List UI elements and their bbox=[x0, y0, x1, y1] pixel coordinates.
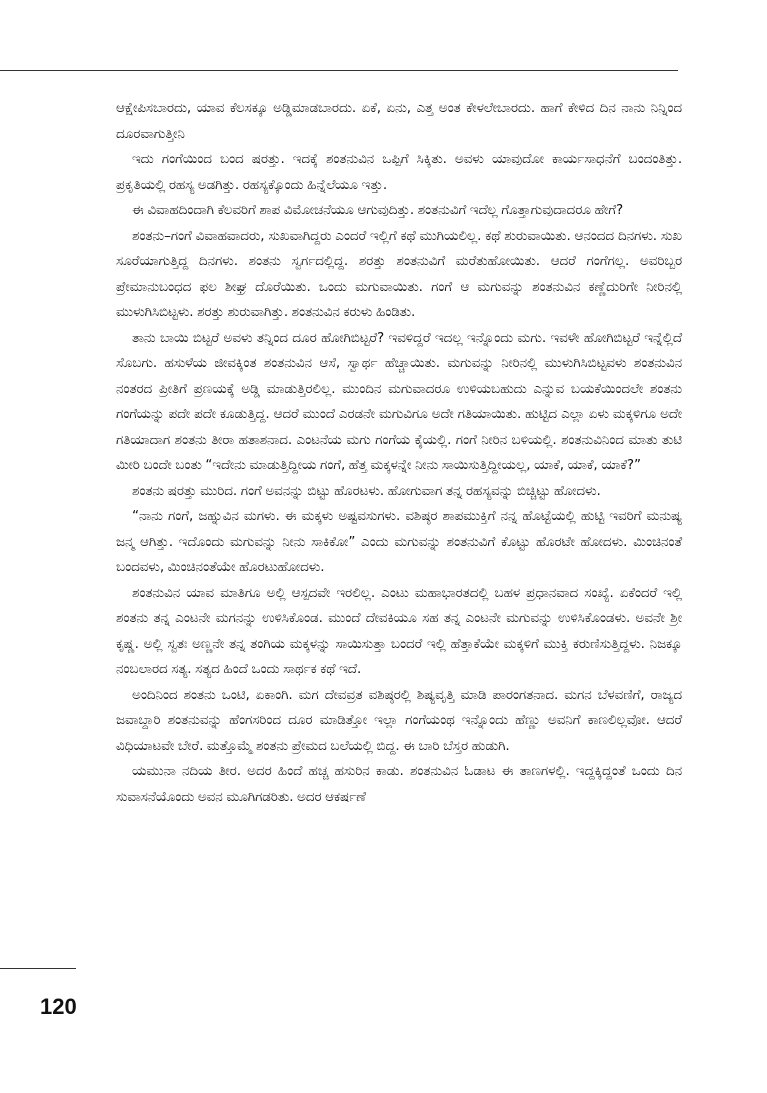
paragraph-1: ಆಕ್ಷೇಪಿಸಬಾರದು, ಯಾವ ಕೆಲಸಕ್ಕೂ ಅಡ್ಡಿಮಾಡಬಾರದು. ಏಕೆ, ಏನು, ಎತ್ತ ಅಂತ ಕೇಳಲೇಬಾರದು. ಹಾಗೆ ಕೇಳಿದ ದಿನ ನಾನು ನಿನ್ನಿಂದ ದೂರವಾಗುತ್ತೀನಿ bbox=[116, 100, 682, 142]
paragraph-5: ತಾನು ಬಾಯಿ ಬಿಟ್ಟರೆ ಅವಳು ತನ್ನಿಂದ ದೂರ ಹೋಗಿಬಿಟ್ಟರೆ? ಇವಳಿದ್ದರೆ ಇದಲ್ಲ ಇನ್ನೊಂದು ಮಗು. ಇವಳೇ ಹೋಗಿಬಿಟ್ಟರೆ ಇನ್ನೆಲ್ಲಿದೆ ಸೊಬಗು. ಹಸುಳೆಯ ಜೀವಕ್ಕಿಂತ ಶಂತನುವಿನ ಆಸೆ, ಸ್ವಾರ್ಥ ಹೆಚ್ಚಾಯಿತು. ಮಗುವನ್ನು ನೀರಿನಲ್ಲಿ ಮುಳುಗಿಸಿಬಿಟ್ಟವಳು ಶಂತನುವಿನ ನಂತರದ ಪ್ರೀತಿಗೆ ಪ್ರಣಯಕ್ಕೆ ಅಡ್ಡಿ ಮಾಡುತ್ತಿರಲಿಲ್ಲ. ಮುಂದಿನ ಮಗುವಾದರೂ ಉಳಿಯಬಹುದು ಎನ್ನುವ ಬಯಕೆಯಿಂದಲೇ ಶಂತನು ಗಂಗೆಯನ್ನು ಪದೇ ಪದೇ ಕೂಡುತ್ತಿದ್ದ. ಆದರೆ ಮುಂದೆ ಎರಡನೇ ಮಗುವಿಗೂ ಅದೇ ಗತಿಯಾಯಿತು. ಹುಟ್ಟಿದ ಎಲ್ಲಾ ಏಳು ಮಕ್ಕಳಿಗೂ ಅದೇ ಗತಿಯಾದಾಗ ಶಂತನು ತೀರಾ ಹತಾಶನಾದ. ಎಂಟನೆಯ ಮಗು ಗಂಗೆಯ ಕೈಯಲ್ಲಿ. ಗಂಗೆ ನೀರಿನ ಬಳಿಯಲ್ಲಿ. ಶಂತನುವಿನಿಂದ ಮಾತು ತುಟಿ ಮೀರಿ ಬಂದೇ ಬಂತು “ಇದೇನು ಮಾಡುತ್ತಿದ್ದೀಯ ಗಂಗೆ, ಹೆತ್ತ ಮಕ್ಕಳನ್ನೇ ನೀನು ಸಾಯಿಸುತ್ತಿದ್ದೀಯಲ್ಲ, ಯಾಕೆ, ಯಾಕೆ, ಯಾಕೆ?” bbox=[116, 329, 682, 473]
paragraph-9: ಅಂದಿನಿಂದ ಶಂತನು ಒಂಟಿ, ಏಕಾಂಗಿ. ಮಗ ದೇವವ್ರತ ವಶಿಷ್ಠರಲ್ಲಿ ಶಿಷ್ಯವೃತ್ತಿ ಮಾಡಿ ಪಾರಂಗತನಾದ. ಮಗನ ಬೆಳವಣಿಗೆ, ರಾಜ್ಯದ ಜವಾಬ್ದಾರಿ ಶಂತನುವನ್ನು ಹೆಂಗಸರಿಂದ ದೂರ ಮಾಡಿತ್ತೋ ಇಲ್ಲಾ ಗಂಗೆಯಂಥ ಇನ್ನೊಂದು ಹೆಣ್ಣು ಅವನಿಗೆ ಕಾಣಲಿಲ್ಲವೋ. ಆದರೆ ವಿಧಿಯಾಟವೇ ಬೇರೆ. ಮತ್ತೊಮ್ಮೆ ಶಂತನು ಪ್ರೇಮದ ಬಲೆಯಲ್ಲಿ ಬಿದ್ದ. ಈ ಬಾರಿ ಬೆಸ್ತರ ಹುಡುಗಿ. bbox=[116, 686, 682, 754]
body-text bbox=[116, 96, 682, 810]
paragraph-7: “ನಾನು ಗಂಗೆ, ಜಹ್ನುವಿನ ಮಗಳು. ಈ ಮಕ್ಕಳು ಅಷ್ಟವಸುಗಳು. ವಶಿಷ್ಠರ ಶಾಪಮುಕ್ತಿಗೆ ನನ್ನ ಹೊಟ್ಟೆಯಲ್ಲಿ ಹುಟ್ಟಿ ಇವರಿಗೆ ಮನುಷ್ಯ ಜನ್ಮ ಆಗಿತ್ತು. ಇದೊಂದು ಮಗುವನ್ನು ನೀನು ಸಾಕಿಕೋ” ಎಂದು ಮಗುವನ್ನು ಶಂತನುವಿಗೆ ಕೊಟ್ಟು ಹೊರಟೇ ಹೋದಳು. ಮಿಂಚಿನಂತೆ ಬಂದವಳು, ಮಿಂಚಿನಂತೆಯೇ ಹೊರಟುಹೋದಳು. bbox=[116, 508, 682, 575]
paragraph-4: ಶಂತನು–ಗಂಗೆ ವಿವಾಹವಾದರು, ಸುಖವಾಗಿದ್ದರು ಎಂದರೆ ಇಲ್ಲಿಗೆ ಕಥೆ ಮುಗಿಯಲಿಲ್ಲ. ಕಥೆ ಶುರುವಾಯಿತು. ಆನಂದದ ದಿನಗಳು. ಸುಖ ಸೂರೆಯಾಗುತ್ತಿದ್ದ ದಿನಗಳು. ಶಂತನು ಸ್ವರ್ಗದಲ್ಲಿದ್ದ. ಶರತ್ತು ಶಂತನುವಿಗೆ ಮರೆತುಹೋಯಿತು. ಆದರೆ ಗಂಗೆಗಲ್ಲ. ಅವರಿಬ್ಬರ ಪ್ರೇಮಾನುಬಂಧದ ಫಲ ಶೀಘ್ರ ದೊರೆಯಿತು. ಒಂದು ಮಗುವಾಯಿತು. ಗಂಗೆ ಆ ಮಗುವನ್ನು ಶಂತನುವಿನ ಕಣ್ಣೆದುರಿಗೇ ನೀರಿನಲ್ಲಿ ಮುಳುಗಿಸಿಬಿಟ್ಟಳು. ಶರತ್ತು ಶುರುವಾಗಿತ್ತು. ಶಂತನುವಿನ ಕರುಳು ಹಿಂಡಿತು. bbox=[116, 227, 682, 320]
page-number: 120 bbox=[40, 994, 77, 1019]
paragraph-8: ಶಂತನುವಿನ ಯಾವ ಮಾತಿಗೂ ಅಲ್ಲಿ ಆಸ್ಪದವೇ ಇರಲಿಲ್ಲ. ಎಂಟು ಮಹಾಭಾರತದಲ್ಲಿ ಬಹಳ ಪ್ರಧಾನವಾದ ಸಂಖ್ಯೆ. ಏಕೆಂದರೆ ಇಲ್ಲಿ ಶಂತನು ತನ್ನ ಎಂಟನೇ ಮಗನನ್ನು ಉಳಿಸಿಕೊಂಡ. ಮುಂದೆ ದೇವಕಿಯೂ ಸಹ ತನ್ನ ಎಂಟನೇ ಮಗುವನ್ನು ಉಳಿಸಿಕೊಂಡಳು. ಅವನೇ ಶ್ರೀ ಕೃಷ್ಣ. ಅಲ್ಲಿ ಸ್ವತಃ ಅಣ್ಣನೇ ತನ್ನ ತಂಗಿಯ ಮಕ್ಕಳನ್ನು ಸಾಯಿಸುತ್ತಾ ಬಂದರೆ ಇಲ್ಲಿ ಹೆತ್ತಾಕೆಯೇ ಮಕ್ಕಳಿಗೆ ಮುಕ್ತಿ ಕರುಣಿಸುತ್ತಿದ್ದಳು. ನಿಜಕ್ಕೂ ನಂಬಲಾರದ ಸತ್ಯ. ಸತ್ಯದ ಹಿಂದೆ ಒಂದು ಸಾರ್ಥಕ ಕಥೆ ಇದೆ. bbox=[116, 584, 682, 677]
paragraph-10: ಯಮುನಾ ನದಿಯ ತೀರ. ಅದರ ಹಿಂದೆ ಹಚ್ಚ ಹಸುರಿನ ಕಾಡು. ಶಂತನುವಿನ ಓಡಾಟ ಈ ತಾಣಗಳಲ್ಲಿ. ಇದ್ದಕ್ಕಿದ್ದಂತೆ ಒಂದು ದಿನ ಸುವಾಸನೆಯೊಂದು ಅವನ ಮೂಗಿಗಡರಿತು. ಅದರ ಆಕರ್ಷಣೆ bbox=[116, 763, 682, 805]
paragraph-2: ಇದು ಗಂಗೆಯಿಂದ ಬಂದ ಷರತ್ತು. ಇದಕ್ಕೆ ಶಂತನುವಿನ ಒಪ್ಪಿಗೆ ಸಿಕ್ಕಿತು. ಅವಳು ಯಾವುದೋ ಕಾರ್ಯಸಾಧನೆಗೆ ಬಂದಂತಿತ್ತು. ಪ್ರಕೃತಿಯಲ್ಲಿ ರಹಸ್ಯ ಅಡಗಿತ್ತು. ರಹಸ್ಯಕ್ಕೊಂದು ಹಿನ್ನೆಲೆಯೂ ಇತ್ತು. bbox=[116, 151, 682, 193]
header-rule bbox=[0, 70, 678, 71]
paragraph-6: ಶಂತನು ಷರತ್ತು ಮುರಿದ. ಗಂಗೆ ಅವನನ್ನು ಬಿಟ್ಟು ಹೊರಟಳು. ಹೋಗುವಾಗ ತನ್ನ ರಹಸ್ಯವನ್ನು ಬಿಚ್ಚಿಟ್ಟು ಹೋದಳು. bbox=[132, 482, 601, 499]
paragraph-3: ಈ ವಿವಾಹದಿಂದಾಗಿ ಕೆಲವರಿಗೆ ಶಾಪ ವಿಮೋಚನೆಯೂ ಆಗುವುದಿತ್ತು. ಶಂತನುವಿಗೆ ಇದೆಲ್ಲ ಗೊತ್ತಾಗುವುದಾದರೂ ಹೇಗೆ? bbox=[132, 202, 624, 218]
page-number-rule bbox=[0, 968, 76, 969]
